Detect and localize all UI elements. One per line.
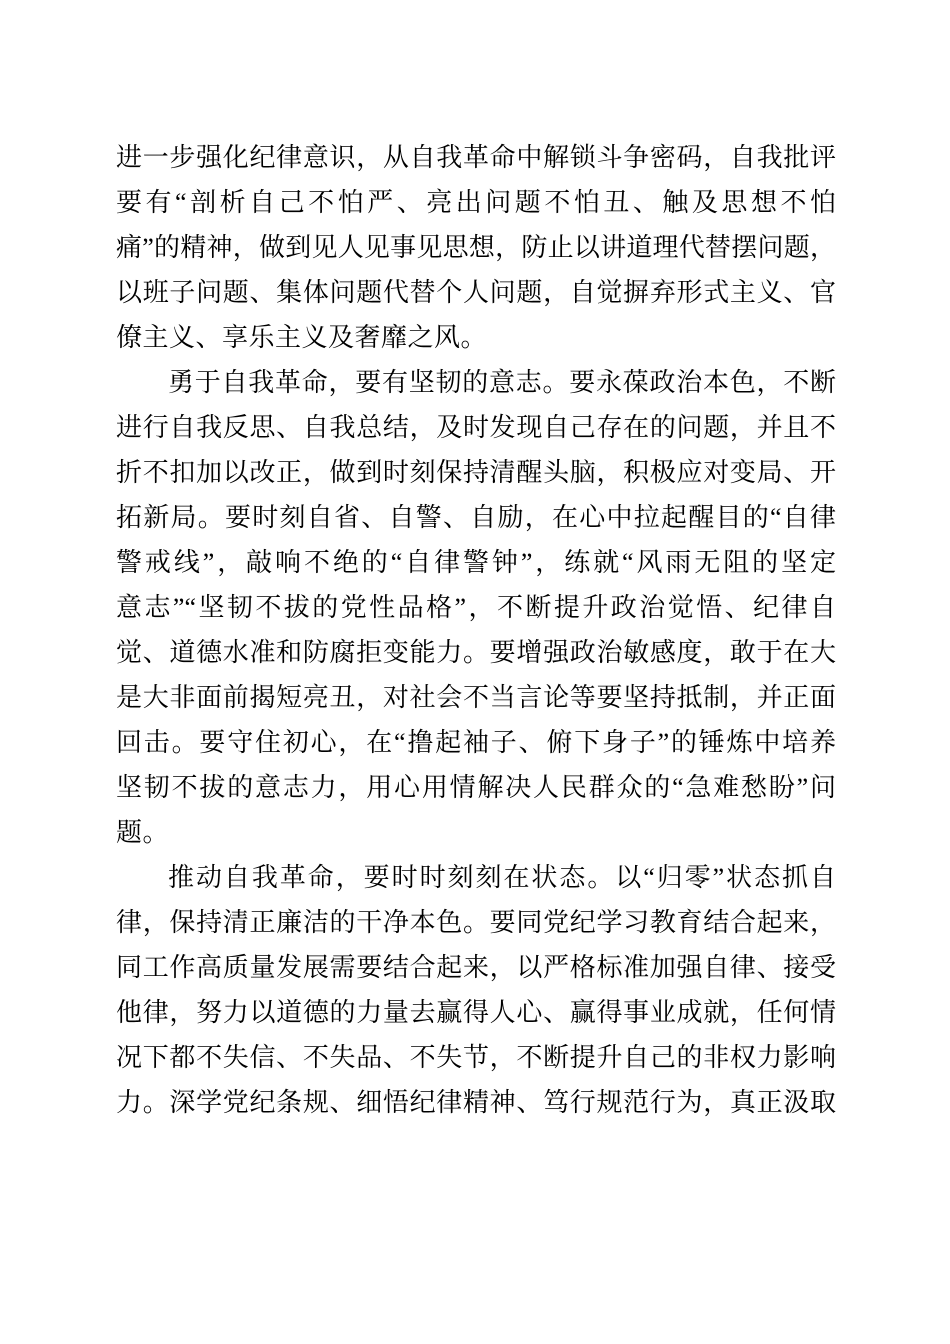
text-line: 以班子问题、集体问题代替个人问题，自觉摒弃形式主义、官 [116,278,836,307]
text-line: 拓新局。要时刻自省、自警、自励，在心中拉起醒目的“自律 [116,503,836,532]
text-line: 回击。要守住初心，在“撸起袖子、俯下身子”的锤炼中培养 [116,728,836,757]
text-line: 僚主义、享乐主义及奢靡之风。 [116,323,488,352]
text-line: 题。 [116,818,170,847]
text-line: 坚韧不拔的意志力，用心用情解决人民群众的“急难愁盼”问 [116,773,836,802]
paragraph [116,135,836,360]
text-line: 进一步强化纪律意识，从自我革命中解锁斗争密码，自我批评 [116,143,836,172]
text-line: 进行自我反思、自我总结，及时发现自己存在的问题，并且不 [116,413,836,442]
text-line: 律，保持清正廉洁的干净本色。要同党纪学习教育结合起来， [116,908,836,937]
text-line: 况下都不失信、不失品、不失节，不断提升自己的非权力影响 [116,1043,836,1072]
paragraph [116,360,836,855]
text-line: 要有“剖析自己不怕严、亮出问题不怕丑、触及思想不怕 [116,188,836,217]
text-line: 警戒线”，敲响不绝的“自律警钟”，练就“风雨无阻的坚定 [116,548,836,577]
document-text-block [116,135,836,1125]
text-line: 折不扣加以改正，做到时刻保持清醒头脑，积极应对变局、开 [116,458,836,487]
text-line: 推动自我革命，要时时刻刻在状态。以“归零”状态抓自 [168,863,836,892]
text-line: 同工作高质量发展需要结合起来，以严格标准加强自律、接受 [116,953,836,982]
text-line: 勇于自我革命，要有坚韧的意志。要永葆政治本色，不断 [168,368,836,397]
text-line: 力。深学党纪条规、细悟纪律精神、笃行规范行为，真正汲取 [116,1088,836,1117]
text-line: 他律，努力以道德的力量去赢得人心、赢得事业成就，任何情 [116,998,836,1027]
text-line: 觉、道德水准和防腐拒变能力。要增强政治敏感度，敢于在大 [116,638,836,667]
paragraph [116,855,836,1125]
text-line: 是大非面前揭短亮丑，对社会不当言论等要坚持抵制，并正面 [116,683,836,712]
text-line: 痛”的精神，做到见人见事见思想，防止以讲道理代替摆问题， [116,233,836,262]
text-line: 意志”“坚韧不拔的党性品格”，不断提升政治觉悟、纪律自 [116,593,836,622]
